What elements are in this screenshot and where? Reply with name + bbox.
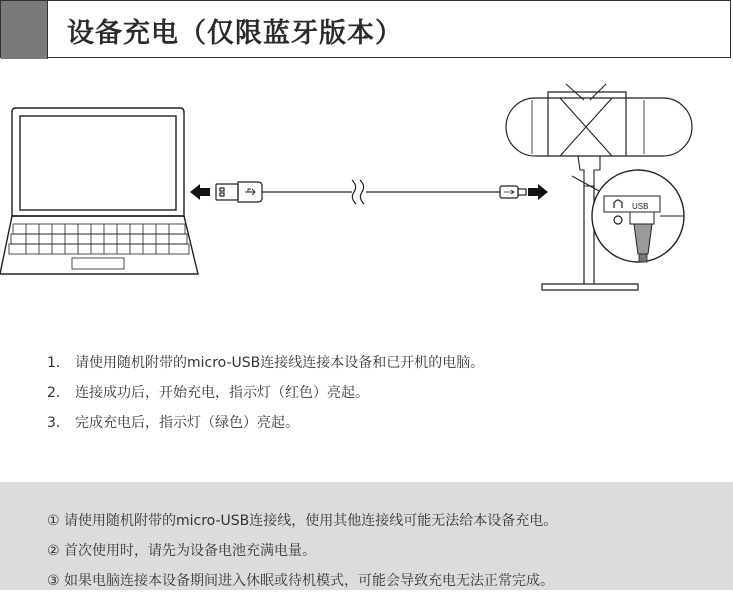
charging-illustration: [0, 78, 733, 296]
micro-usb-plug-icon: [500, 186, 526, 198]
step-item: 1． 请使用随机附带的micro-USB连接线连接本设备和已开机的电脑。: [47, 355, 485, 371]
section-header: [0, 0, 731, 58]
step-item: 2． 连接成功后，开始充电，指示灯（红色）亮起。: [47, 385, 369, 401]
usb-a-plug-icon: [216, 182, 262, 202]
note-item: ② 首次使用时，请先为设备电池充满电量。: [47, 543, 316, 559]
usb-port-callout: [592, 170, 684, 262]
laptop-icon: [0, 108, 198, 274]
usb-port-label: USB: [632, 202, 649, 211]
section-title: 设备充电（仅限蓝牙版本）: [67, 18, 403, 49]
step-item: 3． 完成充电后，指示灯（绿色）亮起。: [47, 415, 299, 431]
note-item: ③ 如果电脑连接本设备期间进入休眠或待机模式，可能会导致充电无法正常完成。: [47, 573, 554, 589]
arrow-right-icon: [528, 184, 548, 200]
header-accent-block: [1, 1, 48, 59]
note-item: ① 请使用随机附带的micro-USB连接线，使用其他连接线可能无法给本设备充电。: [47, 513, 558, 529]
cable-line: [262, 180, 500, 204]
notes-panel: [0, 482, 733, 590]
arrow-left-icon: [190, 184, 210, 200]
instruction-steps: [47, 348, 484, 438]
